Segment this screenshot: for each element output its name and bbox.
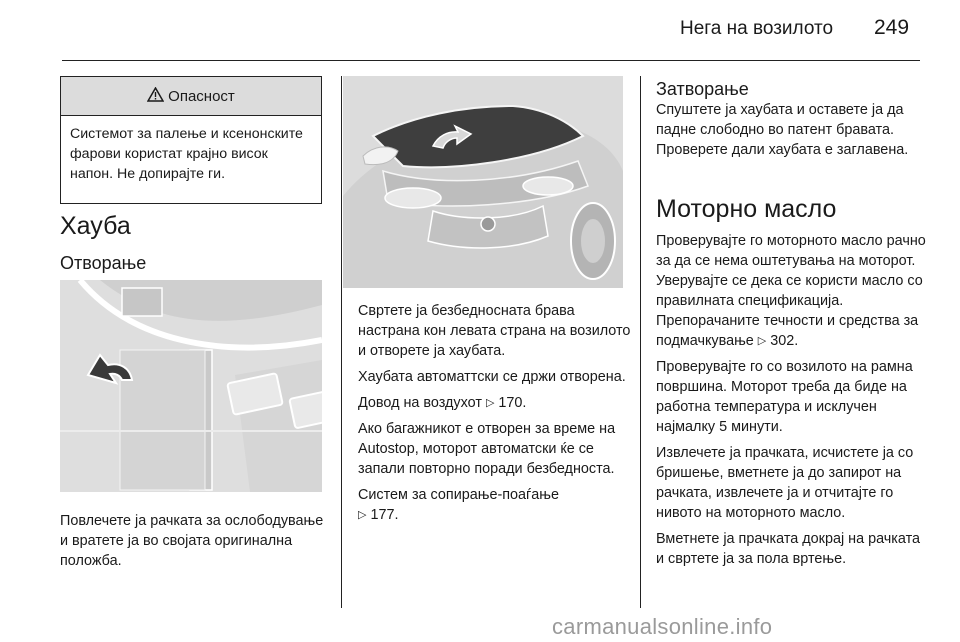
- running-header-title: Нега на возилото: [680, 18, 834, 39]
- paragraph-open-hood: Свртете ја безбедносната брава настрана кон левата страна на возилото и отворете ја хаубата.: [358, 303, 631, 359]
- subsection-title-opening: Отворање: [60, 253, 147, 273]
- warning-header: [61, 77, 321, 116]
- warning-triangle-icon: [147, 87, 164, 106]
- stop-start-text: Систем за сопирање-поаѓање: [358, 487, 559, 503]
- engine-oil-paragraph-2: Проверувајте го со возилото на рамна површина. Моторот треба да биде на работна температура и исклучен најмалку 5 минути.: [656, 359, 913, 435]
- air-intake-text: Довод на воздухот: [358, 395, 482, 411]
- subsection-title-closing: Затворање: [656, 79, 749, 99]
- paragraph-auto-hold: Хаубата автоматтски се држи отворена.: [358, 369, 626, 385]
- section-title-engine-oil: Моторно масло: [656, 195, 837, 223]
- lubricants-ref[interactable]: 302.: [770, 333, 799, 349]
- page-reference-icon: ▷: [358, 509, 367, 521]
- paragraph-autostop: Ако багажникот е отворен за време на Autostop, моторот автоматски ќе се запали повторно поради безбедноста.: [358, 421, 616, 477]
- engine-oil-text: [656, 231, 928, 569]
- page-reference-icon: ▷: [485, 397, 495, 409]
- danger-warning-box: [60, 76, 322, 204]
- warning-text: Системот за палење и ксенонските фарови користат крајно висок напон. Не допирајте ги.: [70, 126, 303, 182]
- engine-oil-p1-text: Проверувајте го моторното масло рачно за да се нема оштетувања на моторот. Уверувајте се дека се користи масло со правилната спецификација. Препорачаните течности и средства за подмачкување: [656, 233, 926, 349]
- warning-title: Опасност: [168, 87, 235, 105]
- paragraph-stop-start: [358, 485, 633, 525]
- page-number: 249: [874, 16, 910, 39]
- watermark: carmanualsonline.info: [552, 614, 773, 639]
- engine-oil-paragraph-3: Извлечете ја прачката, исчистете ја со бришење, вметнете ја до запирот на рачката, извлечете ја и отчитајте го нивото на моторното масло.: [656, 445, 914, 521]
- figure1-caption: Повлечете ја рачката за ослободување и вратете ја во својата оригинална положба.: [60, 513, 324, 569]
- closing-text: Спуштете ја хаубата и оставете ја да падне слободно во патент бравата. Проверете дали хаубата е заглавена.: [656, 102, 909, 158]
- stop-start-ref[interactable]: 177.: [370, 507, 399, 523]
- column-separator-1: [341, 76, 342, 608]
- engine-oil-paragraph-1: [656, 231, 928, 351]
- hood-release-lever-illustration: [60, 280, 322, 492]
- paragraph-air-intake: [358, 393, 633, 413]
- open-hood-car-illustration: [343, 76, 623, 288]
- header-rule: [62, 60, 920, 61]
- air-intake-ref[interactable]: 170.: [498, 395, 527, 411]
- page-reference-icon: ▷: [757, 335, 767, 347]
- section-title-hood: Хауба: [60, 212, 131, 240]
- hood-instructions: [358, 301, 633, 525]
- column-separator-2: [640, 76, 641, 608]
- engine-oil-paragraph-4: Вметнете ја прачката докрај на рачката и свртете ја за пола вртење.: [656, 531, 921, 567]
